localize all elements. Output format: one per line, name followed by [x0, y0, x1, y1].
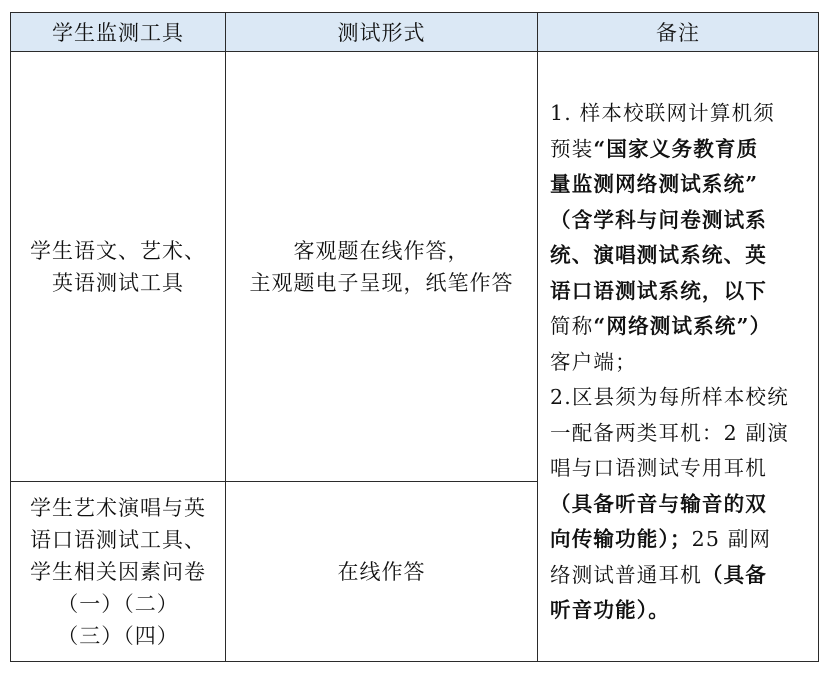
cell-line: 英语测试工具 [52, 270, 184, 295]
table-header-row [11, 13, 819, 52]
note-bold-text: 向传输功能）； [550, 527, 692, 551]
note-line: 统、演唱测试系统、英 [550, 243, 767, 267]
note-line: 1. 样本校联网计算机须 [550, 101, 775, 125]
note-line [550, 558, 804, 594]
note-line: （含学科与问卷测试系 [550, 207, 767, 232]
note-line: 听音功能）。 [550, 598, 670, 622]
note-bold-text: “国家义务教育质 [593, 136, 759, 161]
note-line [550, 522, 804, 558]
tool-cell [11, 52, 226, 482]
note-text: 简称 [550, 314, 594, 338]
requirements-table [10, 12, 819, 662]
note-line [550, 309, 804, 345]
note-bold-text: （具备 [701, 562, 768, 587]
note-bold-text: “网络测试系统”） [593, 314, 772, 338]
note-line: 唱与口语测试专用耳机 [550, 456, 767, 480]
note-cell [538, 52, 819, 662]
cell-line: （一）（二） [57, 591, 179, 616]
note-line: 语口语测试系统，以下 [550, 278, 767, 303]
note-line: 一配备两类耳机：2 副演 [550, 420, 789, 445]
cell-line: 主观题电子呈现，纸笔作答 [249, 270, 514, 295]
cell-line: （三）（四） [57, 623, 179, 648]
note-line: 量监测网络测试系统” [550, 172, 759, 196]
cell-line: 学生艺术演唱与英 [30, 495, 206, 520]
cell-line: 在线作答 [337, 559, 426, 584]
cell-line: 学生相关因素问卷 [30, 559, 206, 584]
header-note: 备注 [538, 13, 819, 52]
cell-line: 客观题在线作答， [293, 238, 470, 263]
tool-cell [11, 482, 226, 662]
header-tool: 学生监测工具 [11, 13, 226, 52]
cell-line: 语口语测试工具、 [30, 527, 206, 552]
note-text: 络测试普通耳机 [550, 562, 702, 587]
note-line: （具备听音与输音的双 [550, 491, 767, 516]
table-row [11, 52, 819, 482]
note-text: 预装 [550, 136, 594, 161]
note-line: 2.区县须为每所样本校统 [550, 385, 789, 409]
format-cell [226, 52, 538, 482]
format-cell [226, 482, 538, 662]
note-line [550, 132, 804, 168]
cell-line: 学生语文、艺术、 [30, 238, 206, 263]
note-line: 客户端； [550, 349, 637, 374]
header-format: 测试形式 [226, 13, 538, 52]
note-text: 25 副网 [691, 527, 772, 551]
